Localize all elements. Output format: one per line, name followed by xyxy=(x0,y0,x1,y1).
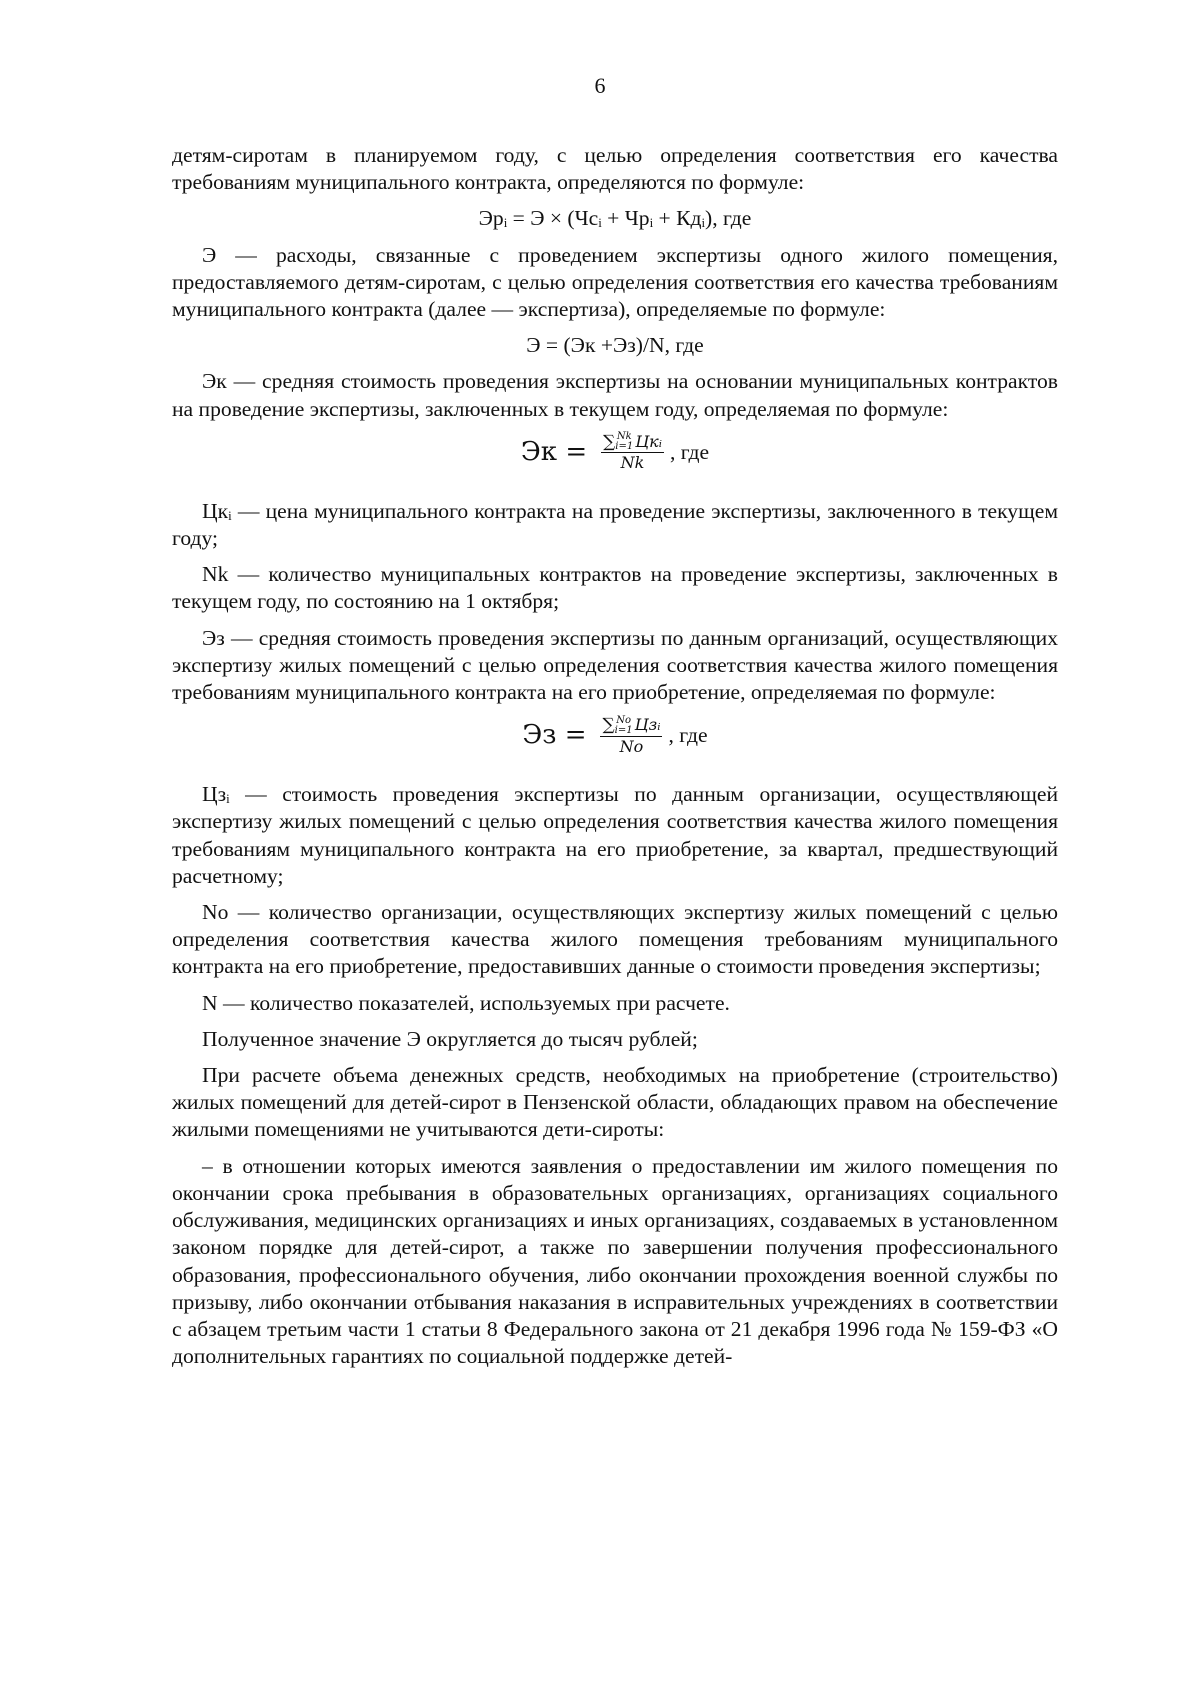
document-body xyxy=(172,142,1058,1379)
page-number: 6 xyxy=(594,73,606,98)
formula-ek-denominator: Nk xyxy=(620,453,645,473)
sum-upper-limit: Nk xyxy=(616,431,632,443)
paragraph-ez-definition: Эз — средняя стоимость проведения экспертизы по данным организаций, осуществляющих экспертизу жилых помещений с целью определения соответствия качества жилого помещения требованиям муниципального контракта на его приобретение, определяемая по формуле: xyxy=(172,625,1058,705)
paragraph-rounding: Полученное значение Э округляется до тысяч рублей; xyxy=(202,1026,698,1051)
formula-ez xyxy=(172,715,1058,775)
sum-term: Цкᵢ xyxy=(635,431,662,451)
formula-ez-lhs: Эз = xyxy=(522,720,587,751)
sum-term: Цзᵢ xyxy=(634,715,661,735)
paragraph-nk-definition: Nk — количество муниципальных контрактов на проведение экспертизы, заключенных в текущем году, по состоянию на 1 октября; xyxy=(172,562,1058,614)
formula-ek-suffix: , где xyxy=(669,439,710,464)
paragraph-tsz-definition: Цзᵢ — стоимость проведения экспертизы по данным организации, осуществляющей экспертизу жилых помещений с целью определения соответствия качества жилого помещения требованиям муниципального контракта на его приобретение, за квартал, предшествующий расчетному; xyxy=(172,782,1058,888)
sum-symbol: ∑ xyxy=(603,431,616,452)
sum-upper-limit: No xyxy=(616,714,631,726)
formula-e: Э = (Эк +Эз)/N, где xyxy=(526,333,704,358)
paragraph-no-definition: No — количество организации, осуществляющих экспертизу жилых помещений с целью определения соответствия качества жилого помещения требованиям муниципального контракта на его приобретение, предоставивших данные о стоимости проведения экспертизы; xyxy=(172,900,1058,979)
paragraph-ek-definition: Эк — средняя стоимость проведения экспертизы на основании муниципальных контрактов на проведение экспертизы, заключенных в текущем году, определяемая по формуле: xyxy=(172,369,1058,421)
paragraph-e-definition: Э — расходы, связанные с проведением экспертизы одного жилого помещения, предоставляемого детям-сиротам, с целью определения соответствия его качества требованиям муниципального контракта (далее — экспертиза), определяемые по формуле: xyxy=(172,242,1058,322)
sum-symbol: ∑ xyxy=(602,715,615,736)
paragraph-calculation-exclusions: При расчете объема денежных средств, необходимых на приобретение (строительство) жилых помещений для детей-сирот в Пензенской области, обладающих правом на обеспечение жилыми помещениями не учитываются дети-сироты: xyxy=(172,1063,1058,1142)
sum-lower-limit: i=1 xyxy=(614,724,633,736)
formula-ek xyxy=(172,432,1058,492)
formula-erp: Эрᵢ = Э × (Чсᵢ + Чрᵢ + Кдᵢ), где xyxy=(478,206,752,231)
paragraph-tsk-definition: Цкᵢ — цена муниципального контракта на проведение экспертизы, заключенного в текущем году; xyxy=(172,498,1058,551)
paragraph-n-definition: N — количество показателей, используемых при расчете. xyxy=(202,990,730,1015)
paragraph-intro: детям-сиротам в планируемом году, с целью определения соответствия его качества требованиям муниципального контракта, определяются по формуле: xyxy=(172,143,1058,195)
sum-lower-limit: i=1 xyxy=(615,441,634,453)
formula-ez-denominator: No xyxy=(619,736,644,756)
formula-ek-lhs: Эк = xyxy=(520,436,588,467)
paragraph-exclusion-item: – в отношении которых имеются заявления о предоставлении им жилого помещения по окончании срока пребывания в образовательных организациях, организациях социального обслуживания, медицинских организациях и иных организациях, создаваемых в установленном законом порядке для детей-сирот, а также по завершении получения профессионального образования, профессионального обучения, либо окончании прохождения военной службы по призыву, либо окончании отбывания наказания в исправительных учреждениях в соответствии с абзацем третьим части 1 статьи 8 Федерального закона от 21 декабря 1996 года № 159-ФЗ «О дополнительных гарантиях по социальной поддержке детей- xyxy=(172,1153,1058,1369)
formula-ez-suffix: , где xyxy=(668,723,708,748)
